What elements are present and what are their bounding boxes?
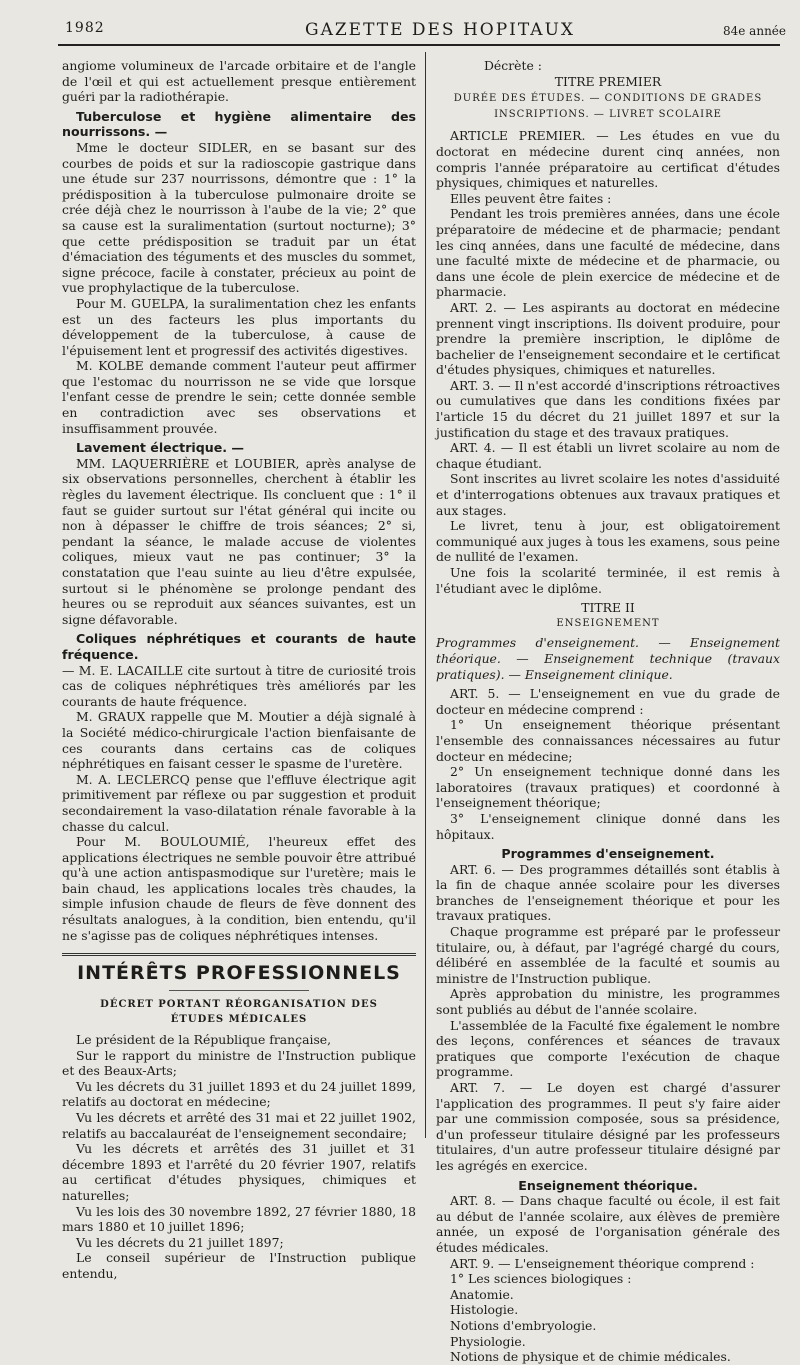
title-heading: TITRE II xyxy=(581,600,635,616)
paragraph: Programmes d'enseignement. — Enseignement théorique. — Enseignement technique (travaux pratiques). — Enseignement clinique. xyxy=(436,635,780,682)
paragraph: ART. 2. — Les aspirants au doctorat en médecine prennent vingt inscriptions. Ils doivent produire, pour prendre la première inscription, le diplôme de bachelier de l'enseignement secondaire et le certificat d'études physiques, chimiques et naturelles. xyxy=(436,299,780,378)
list-item: Physiologie. xyxy=(450,1333,526,1349)
paragraph: ART. 5. — L'enseignement en vue du grade de docteur en médecine comprend : xyxy=(436,686,780,717)
section-rule xyxy=(62,953,416,956)
paragraph: ART. 7. — Le doyen est chargé d'assurer l'application des programmes. Il peut s'y faire aider par une commission composée, sous sa présidence, d'un professeur titulaire désigné par les professeurs titulaires, d'un autre professeur titulaire désigné par les agrégés en exercice. xyxy=(436,1080,780,1173)
title-subheading: ENSEIGNEMENT xyxy=(556,617,660,629)
paragraph: M. KOLBE demande comment l'auteur peut affirmer que l'estomac du nourrisson ne se vide que lorsque l'enfant cesse de prendre le sein; cette donnée semble en contradiction avec ses observations et insuffisamment prouvée. xyxy=(62,358,416,436)
paragraph: Le livret, tenu à jour, est obligatoirement communiqué aux juges à tous les examens, sous peine de nullité de l'examen. xyxy=(436,518,780,565)
paragraph: ARTICLE PREMIER. — Les études en vue du doctorat en médecine durent cinq années, non compris l'année préparatoire au certificat d'études physiques, chimiques et naturelles. xyxy=(436,128,780,191)
paragraph: ART. 8. — Dans chaque faculté ou école, il est fait au début de l'année scolaire, aux élèves de première année, un exposé de l'organisation générale des études médicales. xyxy=(436,1193,780,1255)
journal-title: GAZETTE DES HOPITAUX xyxy=(305,20,576,40)
paragraph: MM. LAQUERRIÈRE et LOUBIER, après analyse de six observations personnelles, cherchent à établir les règles du lavement électrique. Ils concluent que : 1° il faut se guider surtout sur l'état général qui incite ou non à dépasser le chiffre de trois séances; 2° si, pendant la séance, le malade accuse de violentes coliques, mieux vaut ne pas continuer; 3° la constatation que l'eau suinte au lieu d'être expulsée, surtout si le phénomène se prolonge pendant des heures ou se reproduit aux séances suivantes, est un signe défavorable. xyxy=(62,455,416,627)
section-heading: Lavement électrique. — xyxy=(76,440,245,456)
paragraph: Pendant les trois premières années, dans une école préparatoire de médecine et de pharmacie; pendant les cinq années, dans une faculté de médecine, dans une faculté mixte de médecine et de pharmacie, ou dans une école de plein exercice de médecine et de pharmacie. xyxy=(436,206,780,300)
section-title: INTÉRÊTS PROFESSIONNELS xyxy=(77,962,401,985)
paragraph: angiome volumineux de l'arcade orbitaire et de l'angle de l'œil et qui est actuellement presque entièrement guéri par la radiothérapie. xyxy=(62,58,416,105)
paragraph: M. GRAUX rappelle que M. Moutier a déjà signalé à la Société médico-chirurgicale l'action bienfaisante de ces courants dans certains cas de coliques néphrétiques en faisant cesser le spasme de l'uretère. xyxy=(62,709,416,772)
paragraph: 3° L'enseignement clinique donné dans les hôpitaux. xyxy=(436,810,780,842)
list-item: Histologie. xyxy=(450,1302,519,1318)
paragraph: L'assemblée de la Faculté fixe également le nombre des leçons, conférences et séances de travaux pratiques que comporte l'exécution de chaque programme. xyxy=(436,1017,780,1080)
section-heading: Programmes d'enseignement. xyxy=(501,846,715,862)
paragraph: ART. 4. — Il est établi un livret scolaire au nom de chaque étudiant. xyxy=(436,440,780,471)
paragraph: ART. 6. — Des programmes détaillés sont établis à la fin de chaque année scolaire pour les diverses branches de l'enseignement théorique et pour les travaux pratiques. xyxy=(436,861,780,924)
running-header xyxy=(55,14,790,40)
title-heading: TITRE PREMIER xyxy=(554,73,662,89)
paragraph: Vu les lois des 30 novembre 1892, 27 février 1880, 18 mars 1880 et 10 juillet 1896; xyxy=(62,1203,416,1235)
paragraph: Le conseil supérieur de l'Instruction publique entendu, xyxy=(62,1250,416,1281)
section-heading: Tuberculose et hygiène alimentaire des nourrissons. — xyxy=(62,108,416,140)
paragraph: Décrète : xyxy=(484,58,542,73)
paragraph: — M. E. LACAILLE cite surtout à titre de curiosité trois cas de coliques néphrétiques très améliorés par les courants de haute fréquence. xyxy=(62,662,416,709)
volume-year: 84e année xyxy=(723,24,786,38)
paragraph: Mme le docteur SIDLER, en se basant sur des courbes de poids et sur la radioscopie gastrique dans une étude sur 237 nourrissons, démontre que : 1° la prédisposition à la tuberculose pulmonaire droite se crée déjà chez le nourrisson à l'aube de la vie; 2° que sa cause est la suralimentation (surtout nocturne); 3° que cette prédisposition se traduit par un état d'émaciation des téguments et des muscles du sommet, signe précoce, facile à constater, précieux au point de vue prophylactique de la tuberculose. xyxy=(62,139,416,296)
paragraph: ART. 9. — L'enseignement théorique comprend : xyxy=(450,1255,755,1271)
decree-title: DÉCRET PORTANT RÉORGANISATION DES ÉTUDES MÉDICALES xyxy=(100,998,378,1026)
title-subheading: DURÉE DES ÉTUDES. — CONDITIONS DE GRADES INSCRIPTIONS. — LIVRET SCOLAIRE xyxy=(453,93,763,120)
paragraph: Vu les décrets du 21 juillet 1897; xyxy=(76,1234,284,1250)
paragraph: Après approbation du ministre, les programmes sont publiés au début de l'année scolaire. xyxy=(436,986,780,1018)
section-heading: Coliques néphrétiques et courants de haute fréquence. xyxy=(62,631,416,662)
paragraph: Sont inscrites au livret scolaire les notes d'assiduité et d'interrogations obtenues aux travaux pratiques et aux stages. xyxy=(436,471,780,518)
paragraph: Pour M. BOULOUMIÉ, l'heureux effet des applications électriques ne semble pouvoir être attribué qu'à une action antispasmodique sur l'uretère; mais le bain chaud, les applications locales très chaudes, la simple infusion chaude de fleurs de fève donnent des résultats analogues, à la condition, bien entendu, qu'il ne s'agisse pas de coliques néphrétiques intenses. xyxy=(62,834,416,943)
paragraph: M. A. LECLERCQ pense que l'effluve électrique agit primitivement par réflexe ou par suggestion et produit secondairement la vaso-dilatation rénale favorable à la chasse du calcul. xyxy=(62,771,416,834)
header-rule xyxy=(58,44,780,46)
paragraph: 1° Un enseignement théorique présentant l'ensemble des connaissances nécessaires au futur docteur en médecine; xyxy=(436,717,780,764)
list-item: Notions de physique et de chimie médicales. xyxy=(450,1349,731,1365)
paragraph: Pour M. GUELPA, la suralimentation chez les enfants est un des facteurs les plus importants du développement de la tuberculose, à cause de l'épuisement lent et progressif des activités digestives. xyxy=(62,295,416,358)
list-item: Anatomie. xyxy=(450,1286,514,1302)
section-heading: Enseignement théorique. xyxy=(518,1177,698,1193)
paragraph: Vu les décrets du 31 juillet 1893 et du 24 juillet 1899, relatifs au doctorat en médecine; xyxy=(62,1078,416,1110)
left-column xyxy=(62,58,416,1282)
paragraph: Le président de la République française, xyxy=(76,1032,332,1048)
paragraph: Elles peuvent être faites : xyxy=(450,190,612,206)
list-item: 1° Les sciences biologiques : xyxy=(450,1271,632,1287)
paragraph: ART. 3. — Il n'est accordé d'inscriptions rétroactives ou cumulatives que dans les conditions fixées par l'article 15 du décret du 21 juillet 1897 et sur la justification du stage et des travaux pratiques. xyxy=(436,377,780,440)
paragraph: 2° Un enseignement technique donné dans les laboratoires (travaux pratiques) et coordonné à l'enseignement théorique; xyxy=(436,764,780,811)
paragraph: Sur le rapport du ministre de l'Instruction publique et des Beaux-Arts; xyxy=(62,1047,416,1079)
paragraph: Chaque programme est préparé par le professeur titulaire, ou, à défaut, par l'agrégé chargé du cours, délibéré en assemblée de la faculté et soumis au ministre de l'Instruction publique. xyxy=(436,924,780,986)
paragraph: Une fois la scolarité terminée, il est remis à l'étudiant avec le diplôme. xyxy=(436,565,780,596)
paragraph: Vu les décrets et arrêtés des 31 juillet et 31 décembre 1893 et l'arrêté du 20 février 1907, relatifs au certificat d'études physiques, chimiques et naturelles; xyxy=(62,1141,416,1203)
right-column xyxy=(436,58,780,1365)
paragraph: Vu les décrets et arrêté des 31 mai et 22 juillet 1902, relatifs au baccalauréat de l'enseignement secondaire; xyxy=(62,1110,416,1141)
column-divider xyxy=(425,52,426,1138)
page-number: 1982 xyxy=(65,20,105,36)
list-item: Notions d'embryologie. xyxy=(450,1317,597,1333)
divider xyxy=(169,990,309,991)
